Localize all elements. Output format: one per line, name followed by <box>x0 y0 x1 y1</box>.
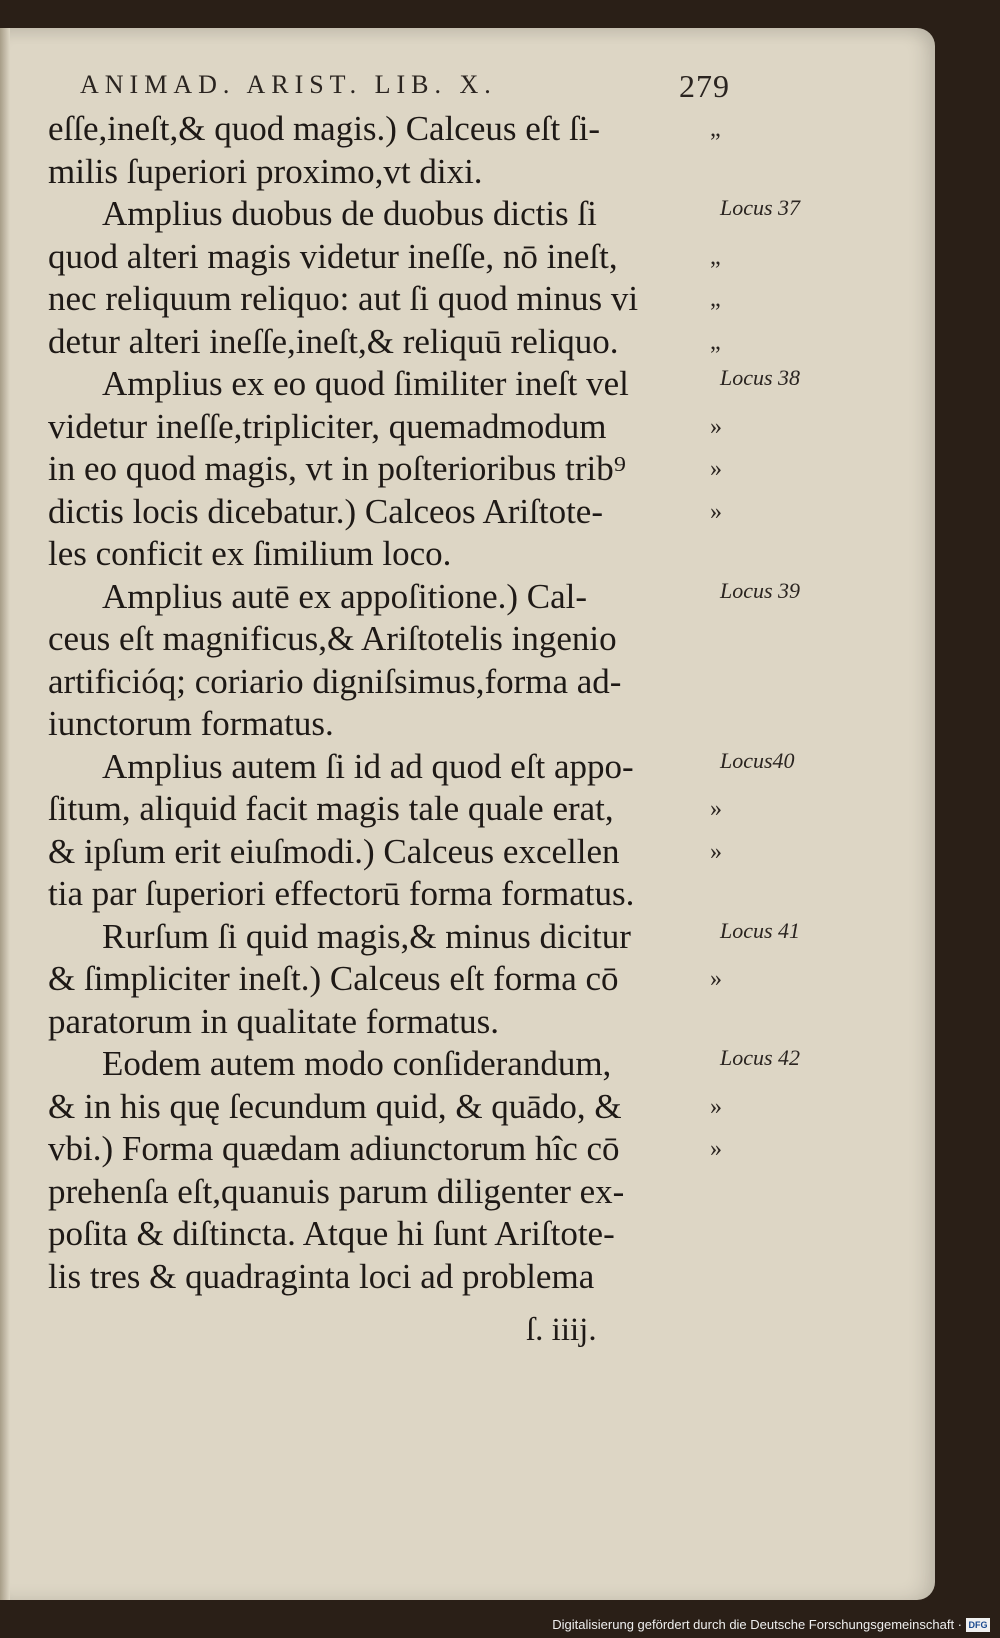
line-text: quod alteri magis videtur ineſſe, nō ineſt, <box>48 236 618 276</box>
quotation-marker: „ <box>710 243 721 270</box>
signature-mark: ſ. iiij. <box>526 1312 597 1348</box>
running-head <box>80 68 730 104</box>
marginal-note: Locus 41 <box>720 917 801 943</box>
quotation-marker: „ <box>710 286 721 312</box>
line-text: Rurſum ſi quid magis,& minus dicitur <box>102 916 631 956</box>
line-text: Eodem autem modo conſiderandum, <box>102 1044 612 1083</box>
text-line <box>48 873 948 916</box>
quotation-marker: » <box>710 1136 722 1162</box>
line-text: dictis locis dicebatur.) Calceos Ariſtote- <box>48 491 603 531</box>
text-line <box>48 958 948 1001</box>
text-line <box>48 661 948 704</box>
line-text: prehenſa eſt,quanuis parum diligenter ex- <box>48 1171 625 1211</box>
line-text: ſitum, aliquid facit magis tale quale erat, <box>48 789 614 828</box>
quotation-marker: » <box>710 1093 722 1120</box>
text-line <box>48 151 948 194</box>
text-line <box>48 533 948 576</box>
line-text: & in his quę ſecundum quid, & quādo, & <box>48 1086 622 1126</box>
footer-credit: Digitalisierung gefördert durch die Deutsche Forschungsgemeinschaft · <box>552 1617 962 1632</box>
quotation-marker: » <box>710 966 722 992</box>
footer-bar <box>0 1600 1000 1638</box>
text-line <box>48 1086 948 1129</box>
text-line <box>48 1001 948 1044</box>
quotation-marker: » <box>710 796 722 822</box>
line-text: Amplius ex eo quod ſimiliter ineſt vel <box>102 364 629 403</box>
text-line <box>48 1213 948 1256</box>
line-text: in eo quod magis, vt in poſterioribus trib⁹ <box>48 449 626 488</box>
page-number: 279 <box>679 68 730 104</box>
line-text: & ipſum erit eiuſmodi.) Calceus excellen <box>48 831 620 871</box>
text-line <box>48 321 948 364</box>
line-text: Amplius autē ex appoſitione.) Cal- <box>102 576 588 616</box>
line-text: Amplius autem ſi id ad quod eſt appo- <box>102 746 634 786</box>
line-text: les conficit ex ſimilium loco. <box>48 534 452 573</box>
quotation-marker: » <box>710 413 722 440</box>
line-text: eſſe,ineſt,& quod magis.) Calceus eſt ſi- <box>48 109 601 148</box>
dfg-logo: DFG <box>966 1618 990 1632</box>
text-line <box>48 193 948 236</box>
text-line <box>48 236 948 279</box>
marginal-note: Locus 38 <box>720 365 801 390</box>
text-line <box>48 1171 948 1214</box>
text-line <box>48 108 948 151</box>
text-line <box>48 448 948 491</box>
text-line <box>48 1256 948 1299</box>
line-text: poſita & diſtincta. Atque hi ſunt Ariſtote- <box>48 1214 615 1253</box>
text-line <box>48 576 948 619</box>
line-text: lis tres & quadraginta loci ad problema <box>48 1256 595 1296</box>
line-text: milis ſuperiori proximo,vt dixi. <box>48 151 483 191</box>
body-text <box>48 108 948 1298</box>
running-head-title: ANIMAD. ARIST. LIB. X. <box>80 70 497 99</box>
line-text: vbi.) Forma quædam adiunctorum hîc cō <box>48 1129 620 1168</box>
line-text: detur alteri ineſſe,ineſt,& reliquū reliquo. <box>48 321 619 361</box>
text-line <box>48 703 948 746</box>
marginal-note: Locus 37 <box>720 195 801 220</box>
page-gutter-edge <box>0 28 10 1600</box>
quotation-marker: » <box>710 498 722 525</box>
text-line <box>48 788 948 831</box>
text-line <box>48 363 948 406</box>
line-text: videtur ineſſe,tripliciter, quemadmodum <box>48 406 607 446</box>
text-line <box>48 278 948 321</box>
text-line <box>48 491 948 534</box>
marginal-note: Locus 42 <box>720 1045 801 1070</box>
line-text: & ſimpliciter ineſt.) Calceus eſt forma cō <box>48 959 619 998</box>
quotation-marker: » <box>710 838 722 865</box>
text-line <box>48 618 948 661</box>
line-text: Amplius duobus de duobus dictis ſi <box>102 194 597 233</box>
text-line <box>48 916 948 959</box>
text-line <box>48 1128 948 1171</box>
line-text: iunctorum formatus. <box>48 704 334 743</box>
text-line <box>48 746 948 789</box>
text-line <box>48 1043 948 1086</box>
quotation-marker: » <box>710 456 722 482</box>
text-line <box>48 406 948 449</box>
marginal-note: Locus40 <box>720 747 795 773</box>
marginal-note: Locus 39 <box>720 577 801 603</box>
quotation-marker: „ <box>710 328 721 355</box>
line-text: tia par ſuperiori effectorū forma formatus. <box>48 874 635 913</box>
line-text: nec reliquum reliquo: aut ſi quod minus vi <box>48 279 639 318</box>
quotation-marker: „ <box>710 116 721 142</box>
text-line <box>48 831 948 874</box>
line-text: artificióq; coriario digniſsimus,forma ad- <box>48 661 622 701</box>
line-text: ceus eſt magnificus,& Ariſtotelis ingenio <box>48 619 617 658</box>
line-text: paratorum in qualitate formatus. <box>48 1001 499 1041</box>
